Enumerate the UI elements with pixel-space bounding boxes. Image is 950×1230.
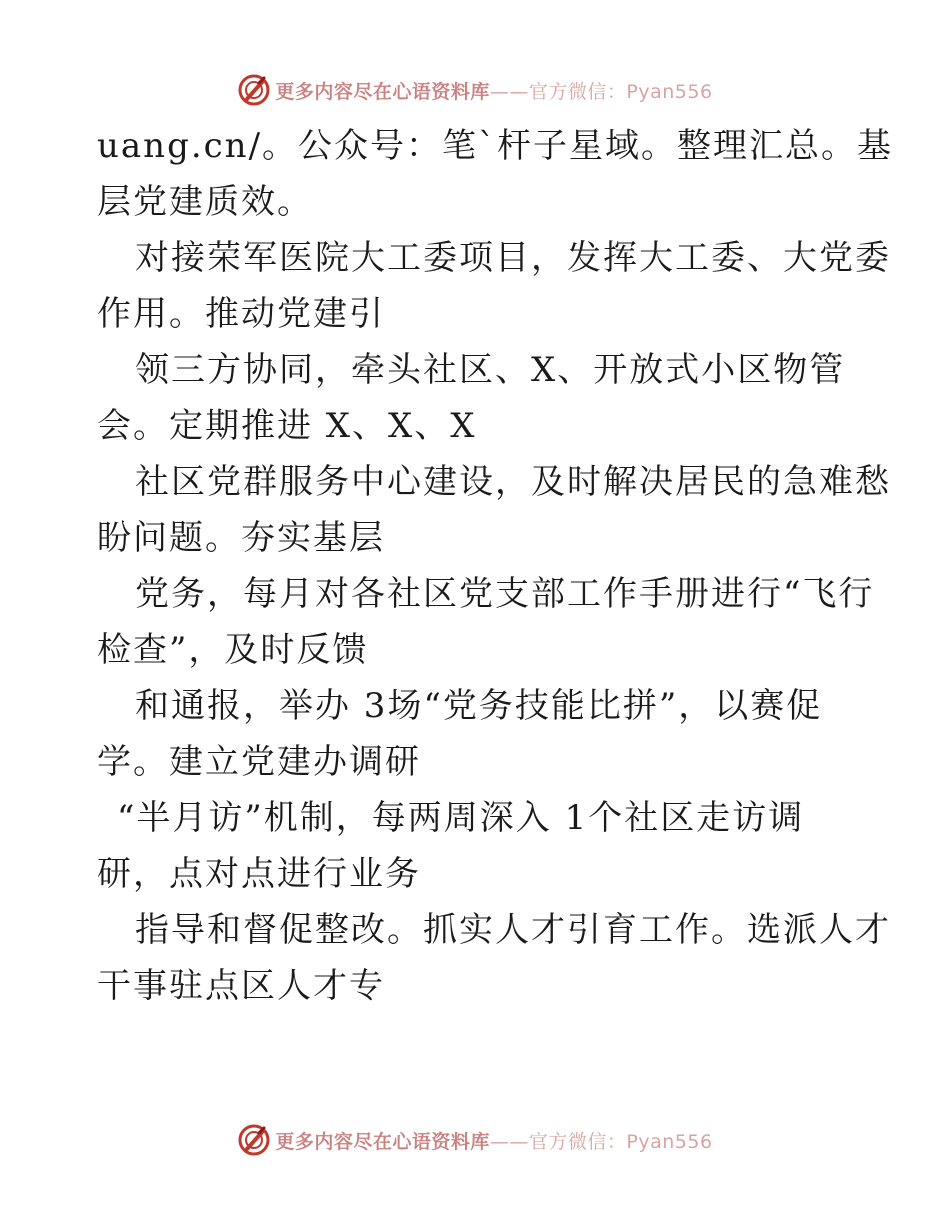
body-line: 领三方协同，牵头社区、X、开放式小区物管 xyxy=(135,350,846,390)
body-line: 学。建立党建办调研 xyxy=(97,742,421,782)
header-banner-text: 更多内容尽在心语资料库——官方微信：Pyan556 xyxy=(275,80,713,103)
footer-banner xyxy=(0,1120,950,1160)
body-line: 和通报，举办 3场“党务技能比拼”，以赛促 xyxy=(135,686,823,726)
body-line: 检查”，及时反馈 xyxy=(97,630,369,670)
body-line: 社区党群服务中心建设，及时解决居民的急难愁 xyxy=(135,462,891,502)
header-banner xyxy=(0,70,950,110)
body-line: “半月访”机制，每两周深入 1个社区走访调 xyxy=(117,798,805,838)
footer-banner-text: 更多内容尽在心语资料库——官方微信：Pyan556 xyxy=(275,1130,713,1153)
body-line: 作用。推动党建引 xyxy=(97,294,385,334)
brand-logo-icon xyxy=(237,1123,271,1157)
document-body xyxy=(97,118,894,1014)
body-line: uang.cn/。公众号：笔`杆子星域。整理汇总。基 xyxy=(97,126,894,166)
brand-logo-icon xyxy=(237,73,271,107)
body-line: 干事驻点区人才专 xyxy=(97,966,385,1006)
body-line: 会。定期推进 X、X、X xyxy=(97,406,477,446)
body-line: 指导和督促整改。抓实人才引育工作。选派人才 xyxy=(135,910,891,950)
body-line: 盼问题。夯实基层 xyxy=(97,518,385,558)
body-line: 对接荣军医院大工委项目，发挥大工委、大党委 xyxy=(135,238,891,278)
body-line: 党务，每月对各社区党支部工作手册进行“飞行 xyxy=(135,574,875,614)
body-line: 层党建质效。 xyxy=(97,182,313,222)
body-line: 研，点对点进行业务 xyxy=(97,854,421,894)
